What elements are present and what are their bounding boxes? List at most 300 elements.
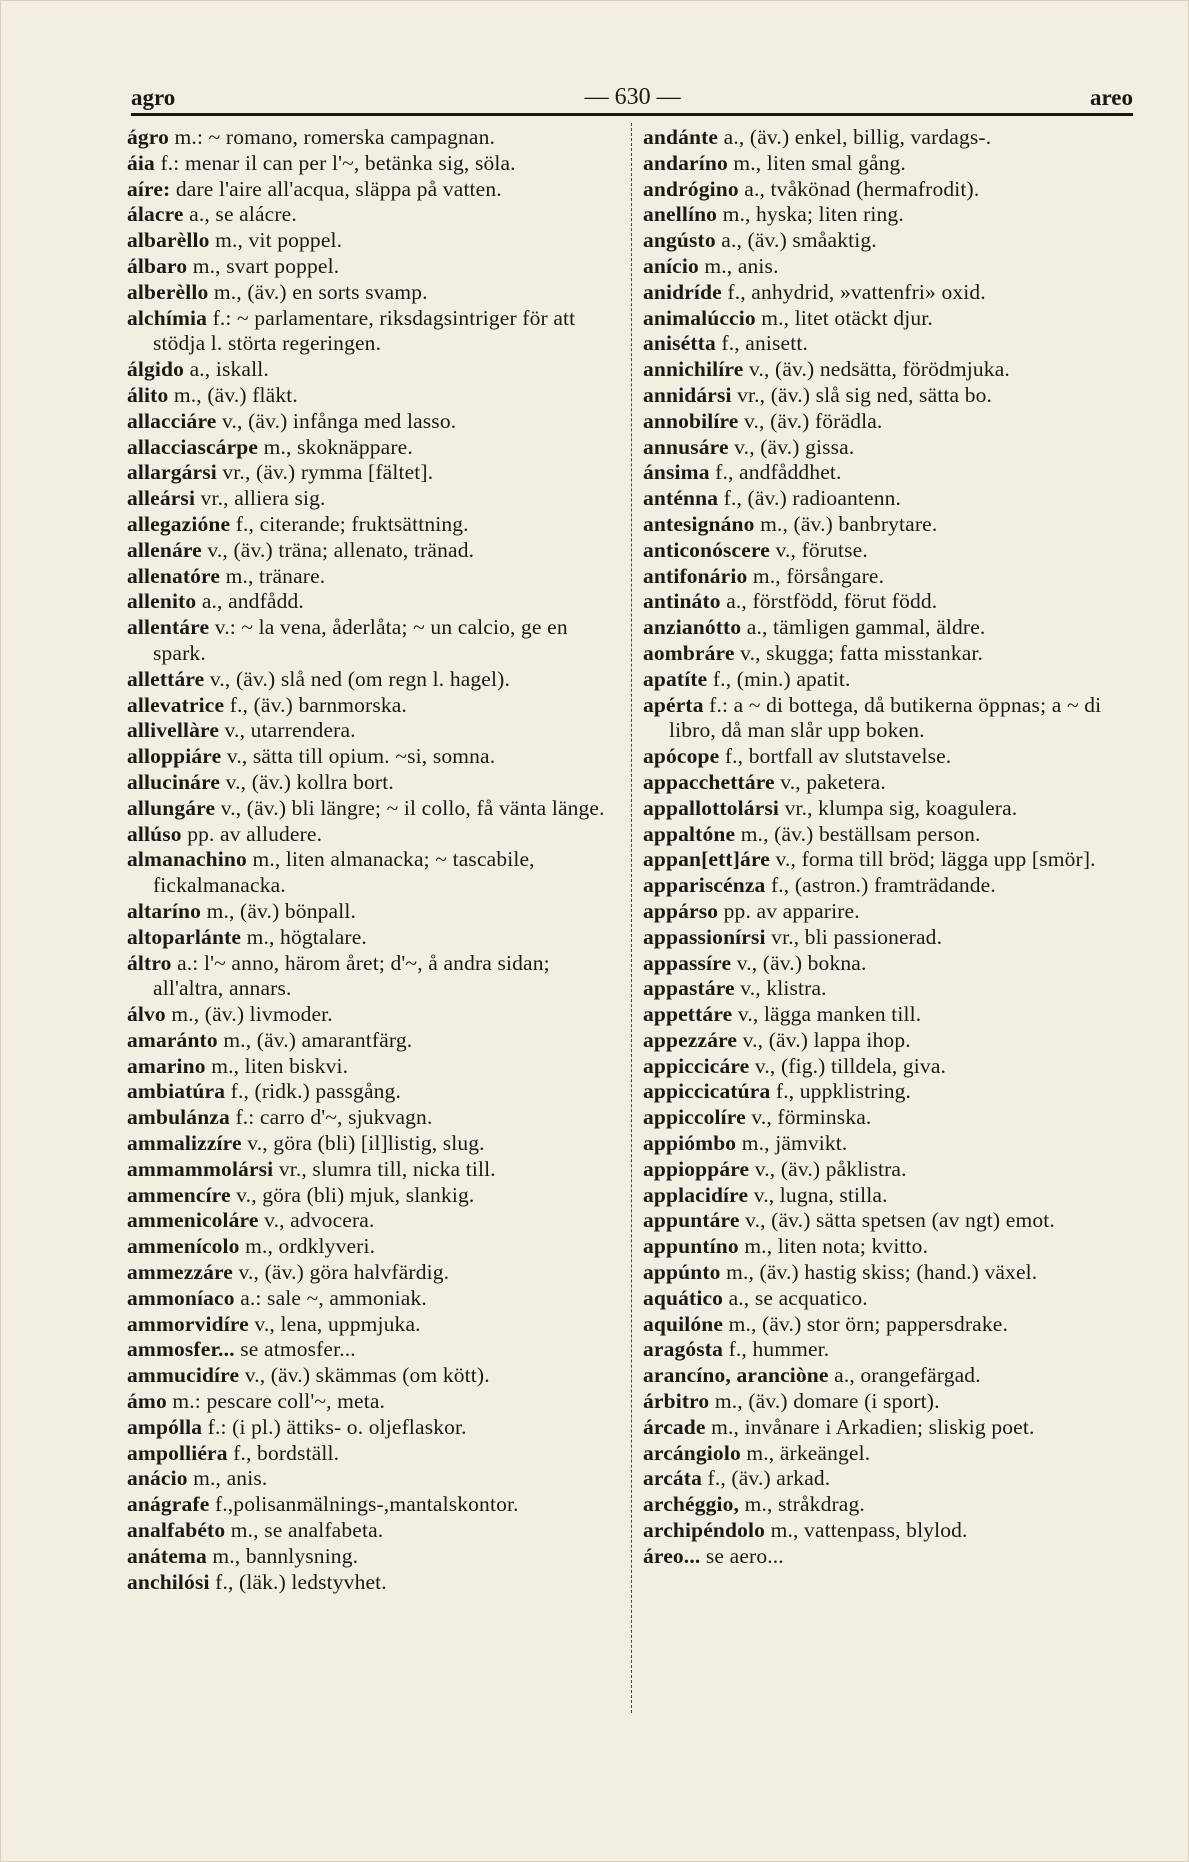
headword: antifonário: [643, 563, 748, 588]
headword: aragósta: [643, 1337, 724, 1362]
dictionary-entry: [127, 796, 617, 822]
definition: vr., (äv.) slå sig ned, sätta bo.: [737, 382, 993, 407]
dictionary-entry: [643, 744, 1143, 770]
headword: altaríno: [127, 898, 202, 923]
headword: allúso: [127, 821, 182, 846]
dictionary-entry: [127, 1415, 617, 1441]
headword: allegazióne: [127, 511, 231, 536]
definition: m., anis.: [193, 1466, 268, 1491]
headword: allenáre: [127, 537, 202, 562]
definition: v.: ~ la vena, åderlåta; ~ un calcio, ge en spark.: [153, 615, 568, 665]
page-header: [131, 71, 1133, 111]
definition: v., (äv.) lappa ihop.: [742, 1027, 911, 1052]
definition: a.: sale ~, ammoniak.: [240, 1285, 427, 1310]
definition: m., jämvikt.: [741, 1131, 848, 1156]
dictionary-entry: [643, 1157, 1143, 1183]
definition: m., (äv.) banbrytare.: [760, 511, 938, 536]
headword: álbaro: [127, 253, 188, 278]
left-column: [127, 125, 617, 1595]
headword: anidríde: [643, 279, 722, 304]
dictionary-entry: [127, 925, 617, 951]
definition: v., (äv.) påklistra.: [754, 1156, 907, 1181]
headword: aquático: [643, 1285, 724, 1310]
headword: amarino: [127, 1053, 206, 1078]
dictionary-entry: [127, 1312, 617, 1338]
headword: appiccolíre: [643, 1105, 746, 1130]
dictionary-entry: [643, 873, 1143, 899]
definition: vr., alliera sig.: [200, 486, 326, 511]
definition: v., göra (bli) mjuk, slankig.: [236, 1182, 475, 1207]
dictionary-entry: [127, 1363, 617, 1389]
headword: anátema: [127, 1543, 207, 1568]
dictionary-entry: [643, 1363, 1143, 1389]
definition: v., klistra.: [740, 976, 827, 1001]
definition: f., uppklistring.: [775, 1079, 912, 1104]
headword: appariscénza: [643, 873, 766, 898]
definition: a., se alácre.: [189, 202, 297, 227]
dictionary-entry: [643, 512, 1143, 538]
headword: allenito: [127, 589, 197, 614]
dictionary-entry: [643, 1028, 1143, 1054]
headword: ámo: [127, 1389, 167, 1414]
definition: m., svart poppel.: [192, 253, 340, 278]
dictionary-entry: [127, 951, 617, 1003]
definition: m.: ~ romano, romerska campagnan.: [174, 125, 496, 149]
dictionary-entry: [127, 435, 617, 461]
dictionary-entry: [127, 202, 617, 228]
headword: appúnto: [643, 1260, 721, 1285]
definition: v., (äv.) bli längre; ~ il collo, få vänta länge.: [220, 795, 605, 820]
definition: m., (äv.) domare (i sport).: [714, 1389, 940, 1414]
headword: allentáre: [127, 615, 210, 640]
dictionary-entry: [127, 693, 617, 719]
headword: áia: [127, 150, 155, 175]
definition: m., skoknäppare.: [263, 434, 413, 459]
dictionary-entry: [643, 435, 1143, 461]
dictionary-entry: [643, 1492, 1143, 1518]
dictionary-entry: [643, 460, 1143, 486]
headword: ágro: [127, 125, 170, 149]
headword: allargársi: [127, 460, 217, 485]
headword: allucináre: [127, 769, 221, 794]
headword: anácio: [127, 1466, 188, 1491]
definition: m., liten biskvi.: [211, 1053, 349, 1078]
headword: allacciascárpe: [127, 434, 259, 459]
headword: anisétta: [643, 331, 716, 356]
right-guide-word: areo: [1089, 85, 1133, 110]
dictionary-entry: [127, 1544, 617, 1570]
dictionary-entry: [643, 280, 1143, 306]
headword: alchímia: [127, 305, 208, 330]
definition: a., iskall.: [189, 357, 269, 382]
headword: apatíte: [643, 666, 708, 691]
dictionary-entry: [643, 667, 1143, 693]
headword: analfabéto: [127, 1518, 226, 1543]
definition: m., ordklyveri.: [245, 1234, 376, 1259]
definition: m., försångare.: [752, 563, 885, 588]
headword: ammoníaco: [127, 1285, 235, 1310]
dictionary-entry: [643, 1002, 1143, 1028]
definition: f.: (i pl.) ättiks- o. oljeflaskor.: [207, 1414, 467, 1439]
dictionary-entry: [127, 1208, 617, 1234]
definition: a., tämligen gammal, äldre.: [746, 615, 986, 640]
headword: allettáre: [127, 666, 205, 691]
right-column: [643, 125, 1143, 1570]
dictionary-entry: [127, 1105, 617, 1131]
dictionary-entry: [643, 976, 1143, 1002]
headword: annobilíre: [643, 408, 739, 433]
dictionary-entry: [127, 667, 617, 693]
headword: appárso: [643, 898, 719, 923]
definition: m., ärkeängel.: [746, 1440, 871, 1465]
definition: f.,polisanmälnings-,mantalskontor.: [214, 1492, 519, 1517]
headword: aíre:: [127, 176, 171, 201]
dictionary-entry: [643, 1286, 1143, 1312]
dictionary-entry: [127, 1389, 617, 1415]
dictionary-entry: [643, 1518, 1143, 1544]
dictionary-entry: [643, 1234, 1143, 1260]
dictionary-entry: [127, 615, 617, 667]
definition: f., hummer.: [728, 1337, 830, 1362]
definition: v., (äv.) gissa.: [734, 434, 855, 459]
headword: ammosfer...: [127, 1337, 235, 1362]
headword: ambiatúra: [127, 1079, 226, 1104]
definition: v., (äv.) skämmas (om kött).: [244, 1363, 490, 1388]
headword: appuntáre: [643, 1208, 740, 1233]
dictionary-entry: [127, 1002, 617, 1028]
definition: v., sätta till opium. ~si, somna.: [226, 744, 496, 769]
definition: a.: l'~ anno, härom året; d'~, å andra sidan; all'altra, annars.: [153, 950, 550, 1001]
dictionary-entry: [643, 1183, 1143, 1209]
dictionary-entry: [127, 847, 617, 899]
page-number: — 630 —: [584, 84, 681, 110]
definition: v., lugna, stilla.: [753, 1182, 888, 1207]
headword: appacchettáre: [643, 769, 775, 794]
definition: v., skugga; fatta misstankar.: [740, 640, 984, 665]
dictionary-entry: [127, 1441, 617, 1467]
headword: allenatóre: [127, 563, 221, 588]
definition: f., citerande; fruktsättning.: [235, 511, 469, 536]
dictionary-entry: [127, 151, 617, 177]
headword: annidársi: [643, 382, 732, 407]
headword: arancíno, aranciòne: [643, 1363, 829, 1388]
definition: f.: ~ parlamentare, riksdagsintriger för att stödja l. störta regeringen.: [153, 305, 576, 356]
dictionary-entry: [643, 228, 1143, 254]
headword: appiómbo: [643, 1131, 737, 1156]
headword: alloppiáre: [127, 744, 222, 769]
headword: ambulánza: [127, 1105, 230, 1130]
headword: áltro: [127, 950, 172, 975]
definition: vr., bli passionerad.: [771, 924, 943, 949]
definition: v., förutse.: [775, 537, 868, 562]
headword: andánte: [643, 125, 719, 149]
dictionary-entry: [127, 1570, 617, 1596]
definition: f., (läk.) ledstyvhet.: [215, 1569, 387, 1594]
definition: v., paketera.: [780, 769, 886, 794]
definition: a., orangefärgad.: [834, 1363, 981, 1388]
headword: allevatrice: [127, 692, 225, 717]
dictionary-entry: [643, 1415, 1143, 1441]
definition: v., (äv.) kollra bort.: [225, 769, 394, 794]
definition: m., liten smal gång.: [733, 150, 906, 175]
dictionary-entry: [127, 1079, 617, 1105]
headword: aombráre: [643, 640, 735, 665]
headword: appiccicáre: [643, 1053, 750, 1078]
definition: vr., klumpa sig, koagulera.: [784, 795, 1018, 820]
headword: arcángiolo: [643, 1440, 741, 1465]
dictionary-entry: [643, 1105, 1143, 1131]
dictionary-entry: [127, 383, 617, 409]
dictionary-entry: [127, 1157, 617, 1183]
headword: appiccicatúra: [643, 1079, 771, 1104]
headword: archipéndolo: [643, 1518, 766, 1543]
definition: f., bortfall av slutstavelse.: [724, 744, 952, 769]
definition: m.: pescare coll'~, meta.: [172, 1389, 386, 1414]
dictionary-entry: [643, 538, 1143, 564]
definition: f., bordställ.: [233, 1440, 340, 1465]
headword: ampólla: [127, 1414, 203, 1439]
dictionary-entry: [643, 796, 1143, 822]
definition: m., vit poppel.: [215, 228, 343, 253]
dictionary-entry: [643, 1079, 1143, 1105]
definition: pp. av alludere.: [187, 821, 323, 846]
definition: m., (äv.) bönpall.: [206, 898, 356, 923]
dictionary-entry: [127, 460, 617, 486]
definition: m., (äv.) amarantfärg.: [223, 1027, 413, 1052]
headword: appassionírsi: [643, 924, 766, 949]
definition: v., (äv.) slå ned (om regn l. hagel).: [209, 666, 510, 691]
dictionary-entry: [643, 822, 1143, 848]
definition: v., forma till bröd; lägga upp [smör].: [775, 847, 1096, 872]
definition: v., förminska.: [751, 1105, 872, 1130]
dictionary-entry: [643, 1544, 1143, 1570]
headword: annichilíre: [643, 357, 744, 382]
dictionary-entry: [643, 357, 1143, 383]
dictionary-entry: [127, 228, 617, 254]
headword: álvo: [127, 1002, 166, 1027]
definition: f., (ridk.) passgång.: [230, 1079, 401, 1104]
headword: ammezzáre: [127, 1260, 233, 1285]
headword: ampolliéra: [127, 1440, 228, 1465]
headword: albarèllo: [127, 228, 210, 253]
dictionary-entry: [127, 177, 617, 203]
dictionary-entry: [127, 1260, 617, 1286]
dictionary-entry: [643, 693, 1143, 745]
dictionary-entry: [127, 822, 617, 848]
header-rule: [131, 113, 1133, 116]
headword: allacciáre: [127, 408, 217, 433]
definition: v., (äv.) träna; allenato, tränad.: [207, 537, 475, 562]
dictionary-entry: [643, 1441, 1143, 1467]
dictionary-entry: [127, 538, 617, 564]
headword: alberèllo: [127, 279, 209, 304]
definition: vr., (äv.) rymma [fältet].: [222, 460, 434, 485]
definition: a., andfådd.: [201, 589, 304, 614]
dictionary-entry: [643, 331, 1143, 357]
definition: a., (äv.) småaktig.: [721, 228, 877, 253]
definition: v., (äv.) förädla.: [744, 408, 883, 433]
dictionary-entry: [127, 1518, 617, 1544]
headword: ammenícolo: [127, 1234, 240, 1259]
dictionary-entry: [127, 357, 617, 383]
dictionary-entry: [127, 306, 617, 358]
headword: alleársi: [127, 486, 196, 511]
headword: anténna: [643, 486, 719, 511]
headword: appioppáre: [643, 1156, 750, 1181]
headword: appuntíno: [643, 1234, 739, 1259]
headword: appastáre: [643, 976, 735, 1001]
definition: f., anhydrid, »vattenfri» oxid.: [727, 279, 986, 304]
headword: altoparlánte: [127, 924, 242, 949]
definition: v., (äv.) bokna.: [736, 950, 867, 975]
dictionary-entry: [127, 1492, 617, 1518]
headword: allungáre: [127, 795, 216, 820]
definition: v., advocera.: [264, 1208, 375, 1233]
headword: árcade: [643, 1414, 706, 1439]
dictionary-entry: [643, 177, 1143, 203]
definition: f., (äv.) arkad.: [707, 1466, 831, 1491]
dictionary-entry: [643, 641, 1143, 667]
dictionary-entry: [643, 383, 1143, 409]
definition: m., liten almanacka; ~ tascabile, fickalmanacka.: [153, 847, 535, 898]
dictionary-entry: [127, 512, 617, 538]
definition: f.: carro d'~, sjukvagn.: [235, 1105, 433, 1130]
dictionary-entry: [127, 770, 617, 796]
dictionary-entry: [643, 589, 1143, 615]
headword: ammorvidíre: [127, 1311, 249, 1336]
definition: v., lägga manken till.: [737, 1002, 922, 1027]
definition: f., (min.) apatit.: [712, 666, 851, 691]
definition: m., invånare i Arkadien; sliskig poet.: [711, 1414, 1035, 1439]
definition: m., (äv.) livmoder.: [171, 1002, 333, 1027]
headword: anellíno: [643, 202, 718, 227]
definition: m., högtalare.: [246, 924, 367, 949]
definition: se atmosfer...: [240, 1337, 356, 1362]
headword: anício: [643, 253, 699, 278]
dictionary-entry: [643, 925, 1143, 951]
definition: v., lena, uppmjuka.: [254, 1311, 421, 1336]
headword: aquilóne: [643, 1311, 724, 1336]
headword: archéggio,: [643, 1492, 740, 1517]
headword: álgido: [127, 357, 185, 382]
headword: angústo: [643, 228, 716, 253]
column-separator: [631, 123, 632, 1713]
definition: f.: a ~ di bottega, då butikerna öppnas; a ~ di libro, då man slår upp boken.: [669, 692, 1102, 743]
definition: f., andfåddhet.: [715, 460, 842, 485]
dictionary-entry: [643, 1131, 1143, 1157]
definition: a., förstfödd, förut född.: [726, 589, 938, 614]
definition: f.: menar il can per l'~, betänka sig, söla.: [160, 150, 516, 175]
definition: pp. av apparire.: [723, 898, 860, 923]
dictionary-entry: [127, 1234, 617, 1260]
left-guide-word: agro: [131, 85, 176, 110]
definition: v., (äv.) sätta spetsen (av ngt) emot.: [745, 1208, 1055, 1233]
headword: antesignáno: [643, 511, 755, 536]
headword: anchilósi: [127, 1569, 210, 1594]
dictionary-entry: [643, 151, 1143, 177]
definition: m., (äv.) fläkt.: [173, 382, 298, 407]
definition: f., anisett.: [721, 331, 808, 356]
headword: appettáre: [643, 1002, 733, 1027]
headword: appaltóne: [643, 821, 736, 846]
definition: m., (äv.) stor örn; pappersdrake.: [728, 1311, 1008, 1336]
headword: appallottolársi: [643, 795, 780, 820]
definition: m., tränare.: [225, 563, 326, 588]
headword: anágrafe: [127, 1492, 210, 1517]
dictionary-entry: [643, 564, 1143, 590]
definition: m., hyska; liten ring.: [722, 202, 904, 227]
dictionary-entry: [643, 125, 1143, 151]
definition: se aero...: [705, 1543, 784, 1568]
definition: v., (fig.) tilldela, giva.: [754, 1053, 947, 1078]
headword: apérta: [643, 692, 704, 717]
definition: f., (äv.) radioantenn.: [723, 486, 902, 511]
dictionary-entry: [127, 718, 617, 744]
definition: m., bannlysning.: [212, 1543, 359, 1568]
dictionary-entry: [643, 951, 1143, 977]
definition: m., vattenpass, blylod.: [770, 1518, 968, 1543]
headword: anzianótto: [643, 615, 742, 640]
dictionary-entry: [127, 1131, 617, 1157]
headword: applacidíre: [643, 1182, 749, 1207]
dictionary-entry: [643, 254, 1143, 280]
dictionary-entry: [127, 899, 617, 925]
dictionary-entry: [643, 202, 1143, 228]
headword: annusáre: [643, 434, 729, 459]
dictionary-entry: [127, 744, 617, 770]
definition: v., utarrendera.: [224, 718, 356, 743]
dictionary-entry: [127, 589, 617, 615]
definition: vr., slumra till, nicka till.: [278, 1156, 496, 1181]
definition: m., stråkdrag.: [744, 1492, 865, 1517]
definition: a., tvåkönad (hermafrodit).: [744, 176, 980, 201]
dictionary-entry: [127, 1028, 617, 1054]
definition: v., göra (bli) [il]listig, slug.: [247, 1131, 485, 1156]
dictionary-entry: [643, 1312, 1143, 1338]
dictionary-entry: [643, 770, 1143, 796]
headword: appezzáre: [643, 1027, 738, 1052]
dictionary-entry: [127, 409, 617, 435]
definition: m., liten nota; kvitto.: [744, 1234, 929, 1259]
definition: m., (äv.) hastig skiss; (hand.) växel.: [726, 1260, 1038, 1285]
dictionary-entry: [127, 1337, 617, 1363]
dictionary-entry: [643, 486, 1143, 512]
dictionary-entry: [127, 1286, 617, 1312]
headword: ammenicoláre: [127, 1208, 259, 1233]
headword: andaríno: [643, 150, 728, 175]
definition: v., (äv.) infånga med lasso.: [221, 408, 457, 433]
headword: appassíre: [643, 950, 732, 975]
headword: animalúccio: [643, 305, 756, 330]
definition: v., (äv.) göra halvfärdig.: [238, 1260, 450, 1285]
headword: álito: [127, 382, 169, 407]
definition: m., se analfabeta.: [230, 1518, 384, 1543]
headword: apócope: [643, 744, 720, 769]
definition: f., (astron.) framträdande.: [770, 873, 996, 898]
definition: m., (äv.) en sorts svamp.: [213, 279, 428, 304]
headword: ammucidíre: [127, 1363, 240, 1388]
headword: arcáta: [643, 1466, 703, 1491]
dictionary-entry: [127, 125, 617, 151]
headword: ammencíre: [127, 1182, 231, 1207]
headword: árbitro: [643, 1389, 710, 1414]
dictionary-entry: [127, 1183, 617, 1209]
dictionary-entry: [643, 847, 1143, 873]
dictionary-entry: [643, 1466, 1143, 1492]
dictionary-entry: [643, 1389, 1143, 1415]
dictionary-entry: [127, 280, 617, 306]
dictionary-entry: [643, 1260, 1143, 1286]
